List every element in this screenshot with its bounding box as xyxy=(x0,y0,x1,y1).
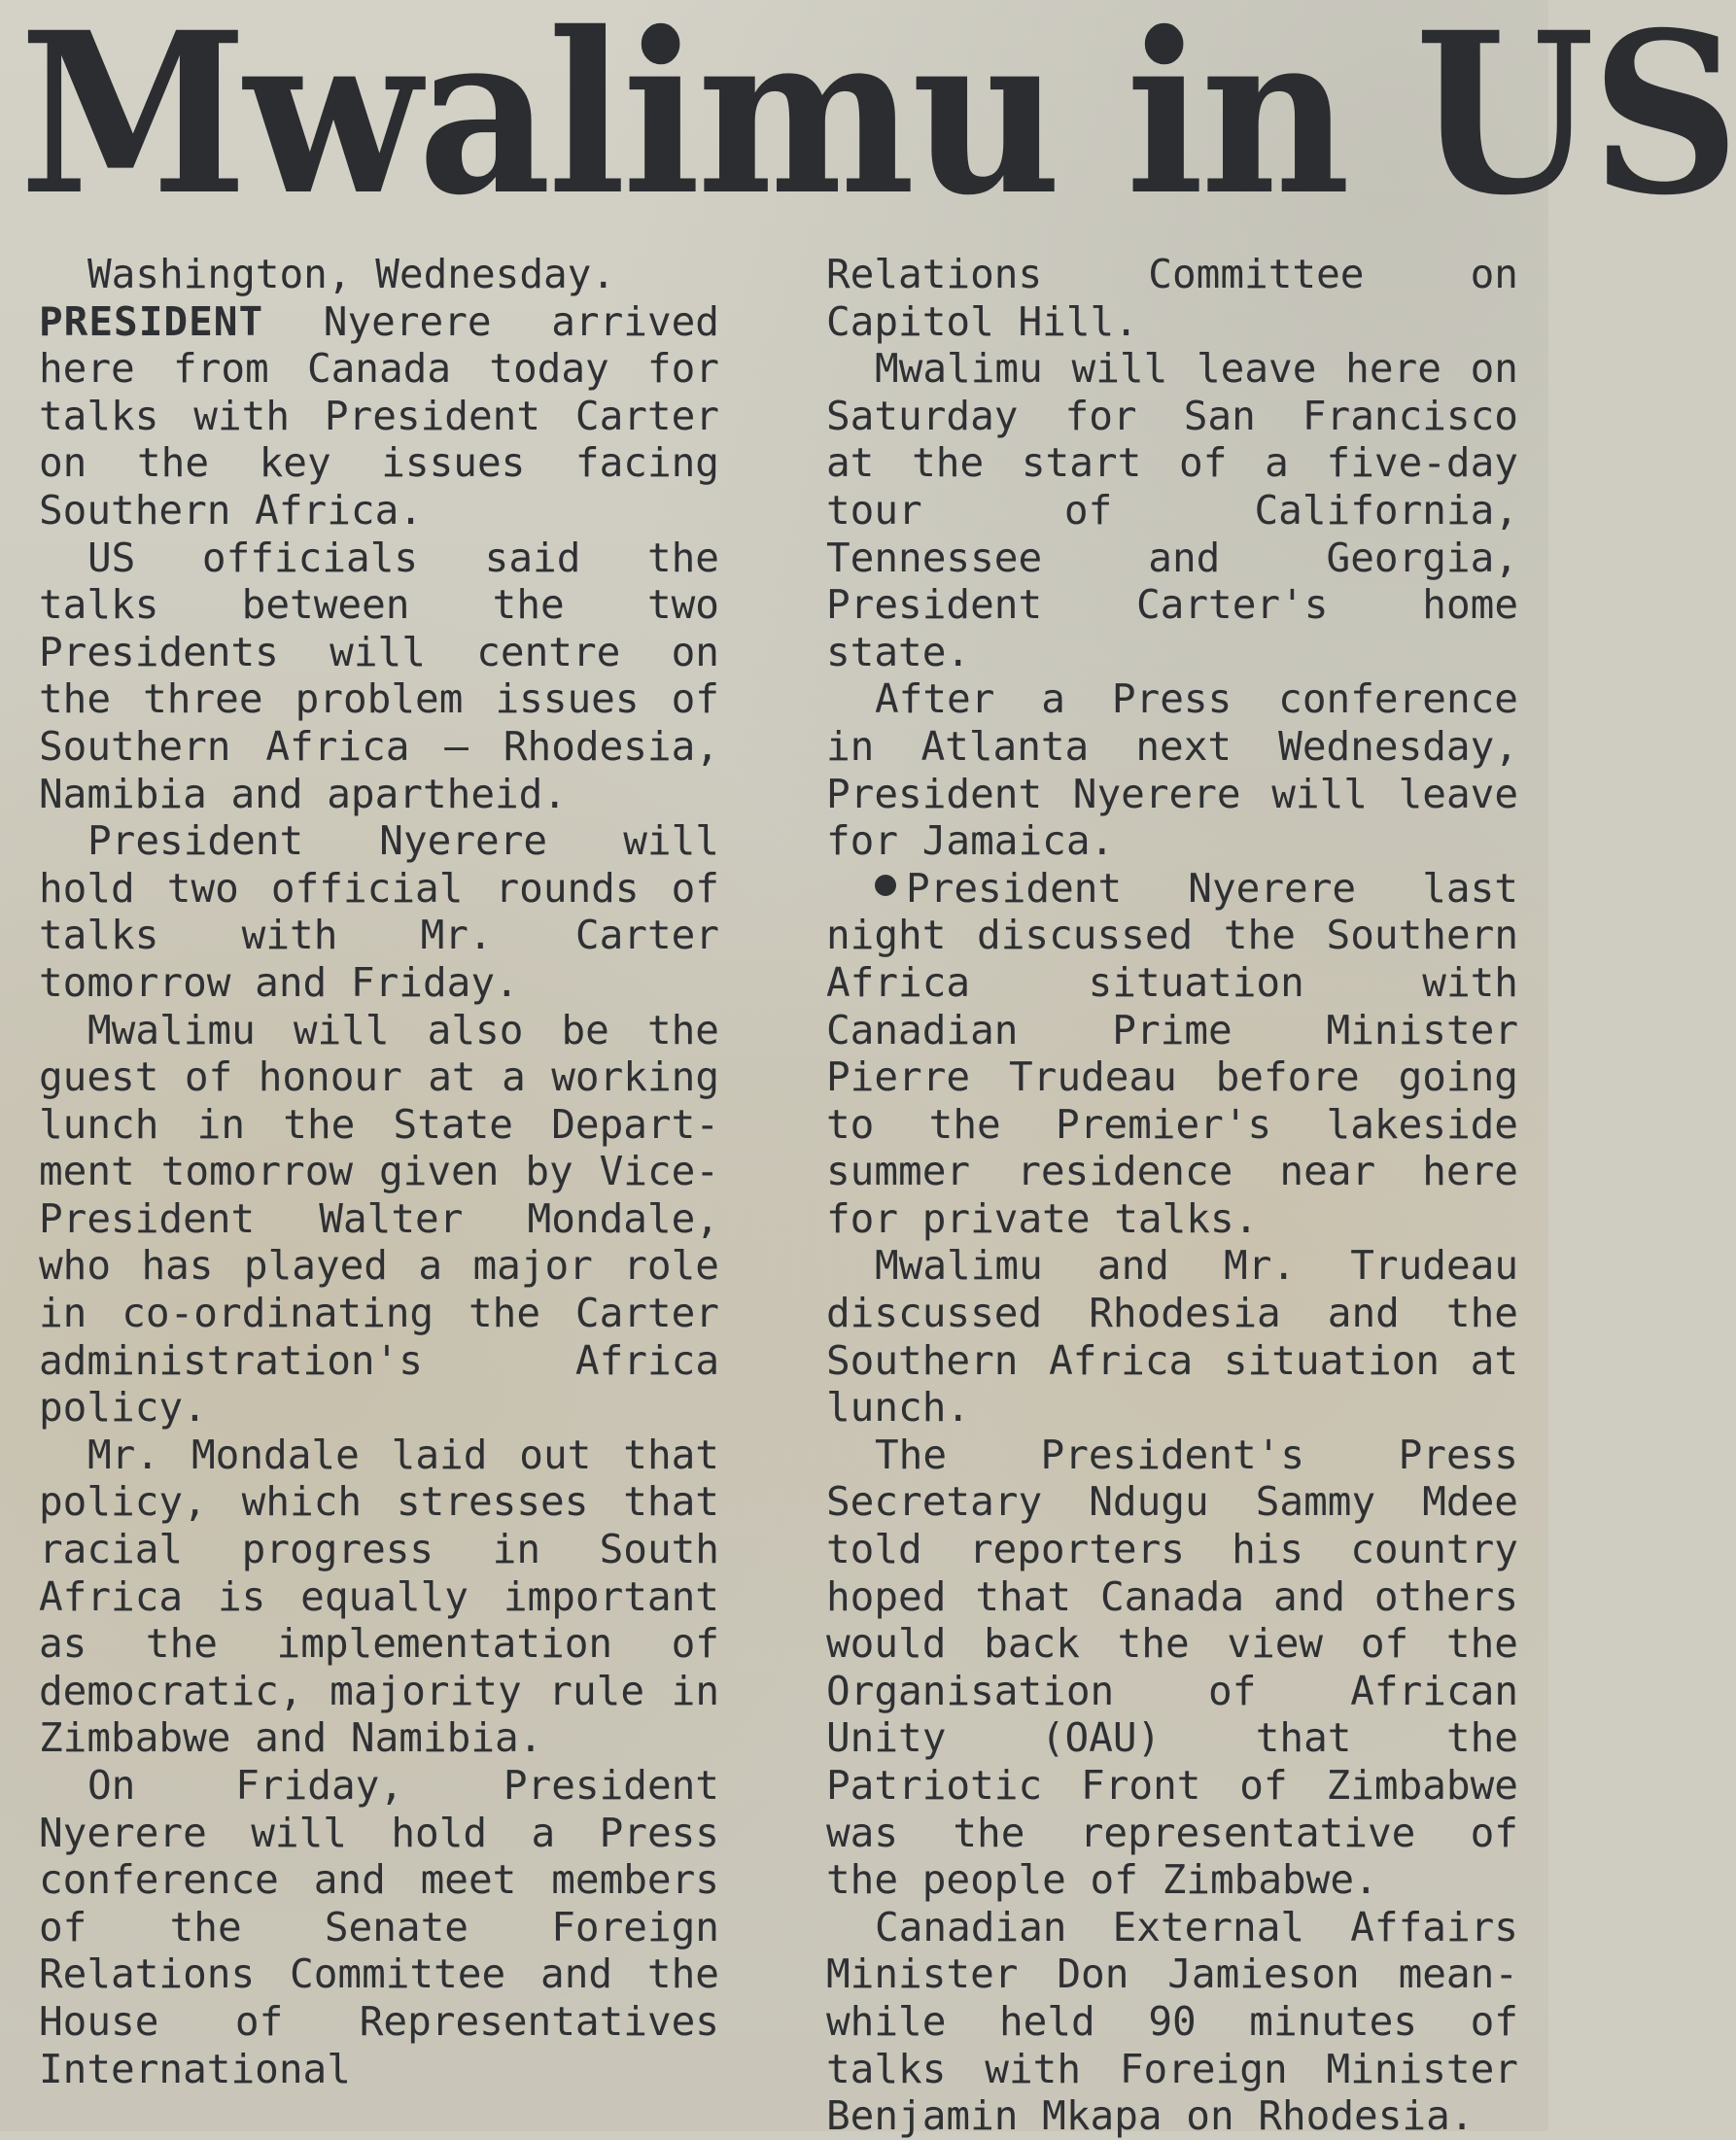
bulleted-text: President Nyerere last night discussed the Southern Africa situation with Canadian Prime Minister Pierre Trudeau before going to the Premier's lakeside summer residence near here for private talks. xyxy=(826,864,1518,1242)
article-paragraph: Mwalimu will leave here on Saturday for San Francisco at the start of a five-day tour of California, Tennessee and Georgia, President Carter's home state. xyxy=(826,345,1518,675)
article-paragraph: After a Press conference in Atlanta next Wednesday, President Nyerere will leave for Jamaica. xyxy=(826,675,1518,865)
lead-word: PRESIDENT xyxy=(39,297,264,345)
article-paragraph-bulleted xyxy=(826,865,1518,1243)
dateline: Washington, Wednesday. xyxy=(87,251,616,297)
article-paragraph: On Friday, President Nyerere will hold a Press conference and meet members of the Senate Foreign Relations Committee and the House of Representatives International xyxy=(39,1762,719,2092)
article-paragraph: Canadian External Affairs Minister Don Jamieson meanwhile held 90 minutes of talks with Foreign Minister Benjamin Mkapa on Rhodesia. xyxy=(826,1903,1518,2140)
bullet-icon xyxy=(875,875,896,896)
dateline-paragraph xyxy=(39,251,719,535)
lead-paragraph: Nyerere arrived here from Canada today for talks with President Carter on the key issues facing Southern Africa. xyxy=(39,297,719,534)
article-column-right xyxy=(826,251,1518,2140)
article-column-left xyxy=(39,251,719,2092)
article-paragraph: Mwalimu will also be the guest of honour at a working lunch in the State Department tomorrow given by Vice-President Walter Mondale, who has played a major role in co-ordinating the Carter administration's Africa policy. xyxy=(39,1006,719,1432)
article-paragraph: Mr. Mondale laid out that policy, which stresses that racial progress in South Africa is equally important as the implementation of democratic, majority rule in Zimbabwe and Namibia. xyxy=(39,1431,719,1762)
article-paragraph: Mwalimu and Mr. Trudeau discussed Rhodesia and the Southern Africa situation at lunch. xyxy=(826,1242,1518,1432)
article-paragraph: President Nyerere will hold two official rounds of talks with Mr. Carter tomorrow and Friday. xyxy=(39,817,719,1006)
article-paragraph: US officials said the talks between the two Presidents will centre on the three problem issues of Southern Africa — Rhodesia, Namibia and apartheid. xyxy=(39,534,719,817)
article-paragraph: The President's Press Secretary Ndugu Sammy Mdee told reporters his country hoped that Canada and others would back the view of the Organisation of African Unity (OAU) that the Patriotic Front of Zimbabwe was the representative of the people of Zimbabwe. xyxy=(826,1431,1518,1904)
article-paragraph-continued: Relations Committee on Capitol Hill. xyxy=(826,251,1518,345)
headline: Mwalimu in US xyxy=(19,0,1736,244)
